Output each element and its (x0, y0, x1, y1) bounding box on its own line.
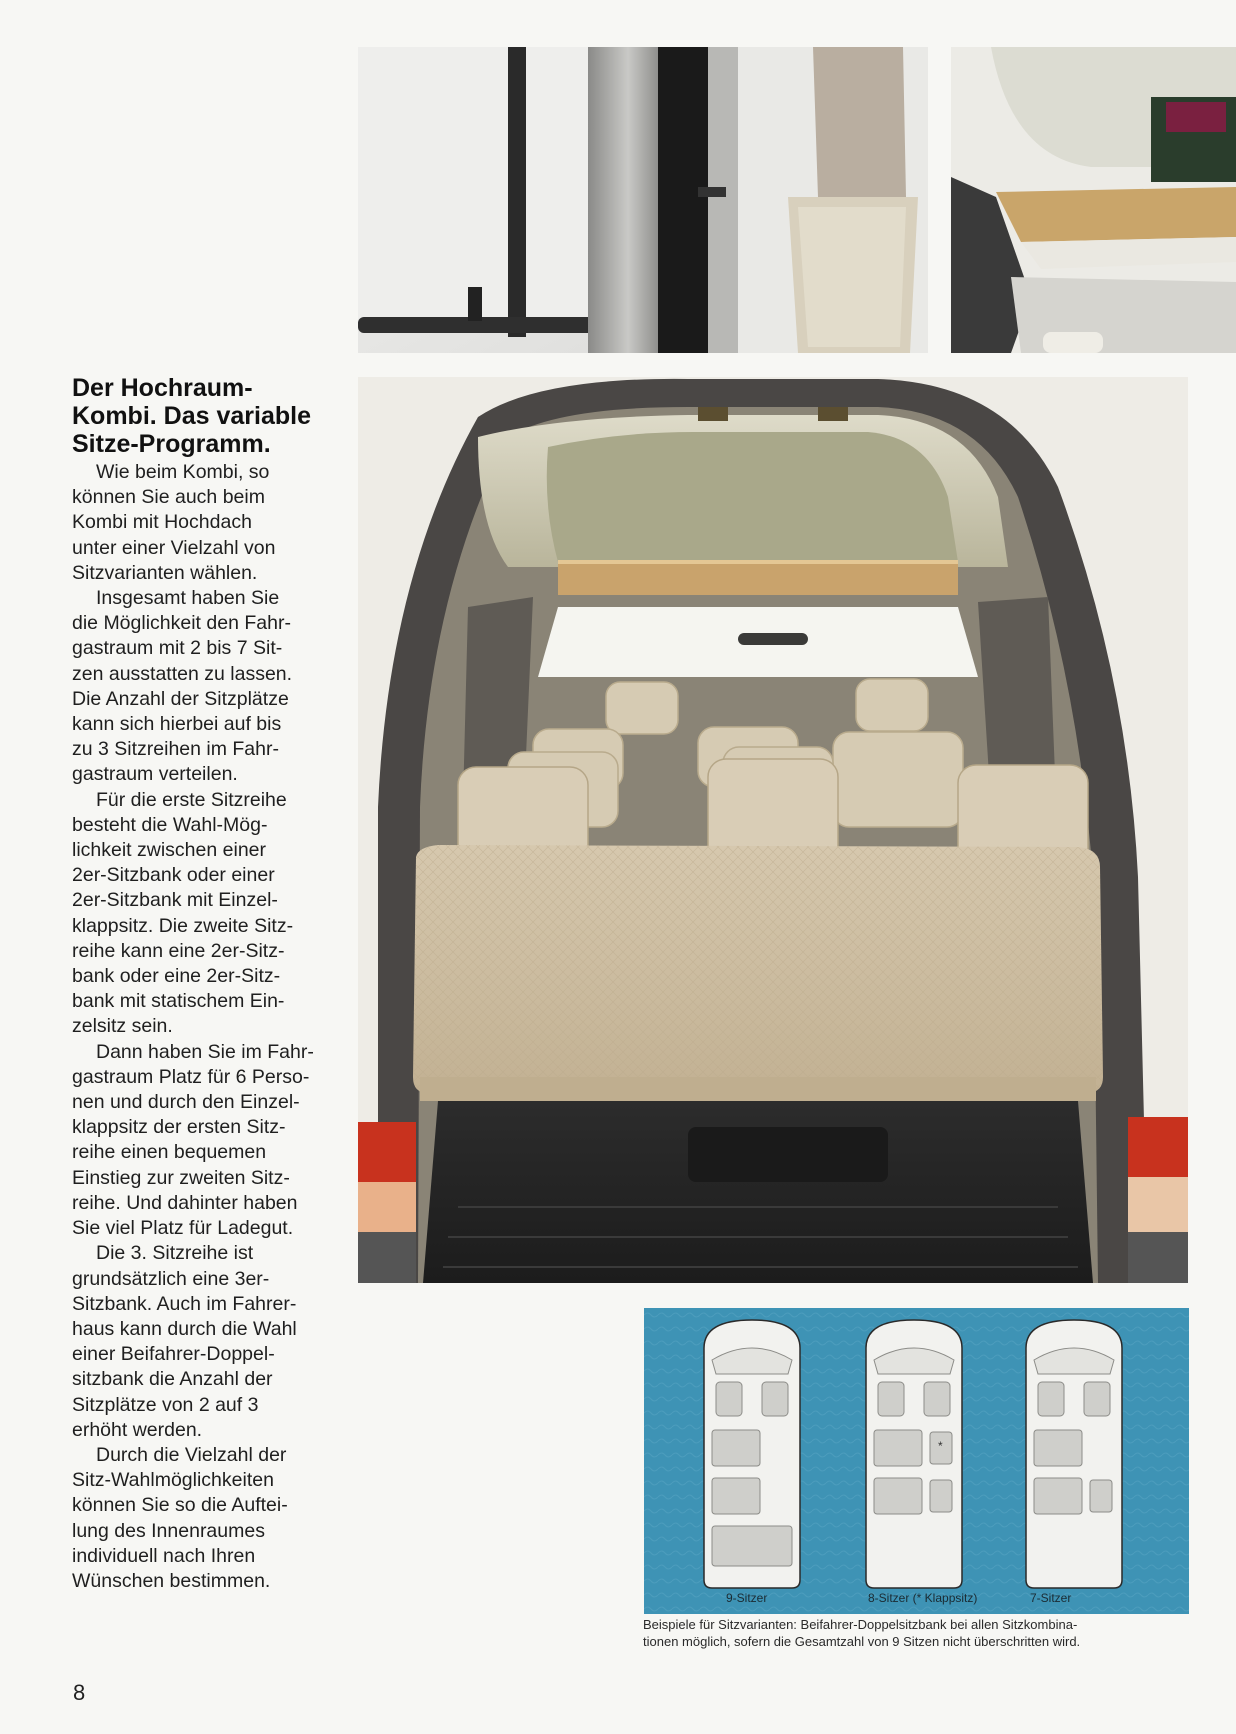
passenger-seat-shape (924, 1382, 950, 1416)
single-seat-shape (930, 1480, 952, 1512)
passenger-seat-shape (762, 1382, 788, 1416)
body-line: grundsätzlich eine 3er- (72, 1267, 270, 1290)
bench-2er-shape (712, 1430, 760, 1466)
headline-line-2: Kombi. Das variable (72, 402, 311, 430)
body-line: Dann haben Sie im Fahr- (96, 1040, 314, 1063)
body-line: nen und durch den Einzel- (72, 1091, 300, 1114)
body-line: Durch die Vielzahl der (96, 1443, 287, 1466)
body-line: gastraum Platz für 6 Perso- (72, 1065, 310, 1088)
body-line: sitzbank die Anzahl der (72, 1368, 273, 1391)
body-line: gastraum mit 2 bis 7 Sit- (72, 637, 283, 660)
body-line: können Sie so die Auftei- (72, 1494, 288, 1517)
body-line: einer Beifahrer-Doppel- (72, 1343, 275, 1366)
body-line: 2er-Sitzbank oder einer (72, 864, 275, 887)
body-line: können Sie auch beim (72, 486, 265, 509)
body-line: bank mit statischem Ein- (72, 990, 285, 1013)
headline-line-3: Sitze-Programm. (72, 430, 271, 458)
body-line: haus kann durch die Wahl (72, 1317, 297, 1340)
body-line: besteht die Wahl-Mög- (72, 813, 268, 836)
bench-2er-shape (1034, 1430, 1082, 1466)
headline (72, 374, 362, 458)
body-line: Die 3. Sitzreihe ist (96, 1242, 254, 1265)
body-line: 2er-Sitzbank mit Einzel- (72, 889, 278, 912)
body-line: zu 3 Sitzreihen im Fahr- (72, 738, 279, 761)
body-text (72, 460, 342, 1594)
body-line: individuell nach Ihren (72, 1544, 256, 1567)
body-line: klappsitz der ersten Sitz- (72, 1116, 286, 1139)
body-line: lung des Innenraumes (72, 1519, 265, 1542)
body-line: lichkeit zwischen einer (72, 839, 267, 862)
body-line: Sitzvarianten wählen. (72, 561, 258, 584)
body-line: Für die erste Sitzreihe (96, 788, 287, 811)
bench-3er-shape (712, 1526, 792, 1566)
folding-seat-marker: * (938, 1439, 943, 1453)
caption-line-2: tionen möglich, sofern die Gesamtzahl von 9 Sitzen nicht überschritten wird. (643, 1634, 1081, 1649)
label-7-sitzer: 7-Sitzer (1030, 1591, 1072, 1605)
seat-layout-drawing (644, 1308, 1189, 1614)
driver-seat-shape (1038, 1382, 1064, 1416)
single-seat-shape (1090, 1480, 1112, 1512)
body-line: gastraum verteilen. (72, 763, 238, 786)
body-line: reihe kann eine 2er-Sitz- (72, 939, 285, 962)
body-line: Wünschen bestimmen. (72, 1569, 271, 1592)
body-line: Sitzplätze von 2 auf 3 (72, 1393, 259, 1416)
body-line: Wie beim Kombi, so (96, 461, 270, 483)
label-9-sitzer: 9-Sitzer (726, 1591, 768, 1605)
body-line: erhöht werden. (72, 1418, 203, 1441)
bench-2er-shape (874, 1478, 922, 1514)
body-line: Kombi mit Hochdach (72, 511, 252, 534)
body-line: kann sich hierbei auf bis (72, 713, 282, 736)
body-line: Einstieg zur zweiten Sitz- (72, 1166, 290, 1189)
body-line: unter einer Vielzahl von (72, 536, 276, 559)
bench-2er-shape (874, 1430, 922, 1466)
body-line: zelsitz sein. (72, 1015, 173, 1038)
body-line: Die Anzahl der Sitzplätze (72, 687, 289, 710)
body-line: die Möglichkeit den Fahr- (72, 612, 291, 635)
label-8-sitzer: 8-Sitzer (* Klappsitz) (868, 1591, 978, 1605)
diagram-caption (643, 1616, 1203, 1650)
passenger-seat-shape (1084, 1382, 1110, 1416)
driver-seat-shape (878, 1382, 904, 1416)
body-line: Insgesamt haben Sie (96, 587, 280, 610)
body-line: reihe. Und dahinter haben (72, 1191, 298, 1214)
page-number: 8 (73, 1680, 86, 1705)
van-outlines (704, 1320, 1122, 1588)
headline-line-1: Der Hochraum- (72, 374, 253, 402)
body-line: bank oder eine 2er-Sitz- (72, 965, 281, 988)
body-line: zen ausstatten zu lassen. (72, 662, 293, 685)
photo-roof-shelf (951, 47, 1236, 353)
bench-2er-shape (712, 1478, 760, 1514)
body-line: reihe einen bequemen (72, 1141, 267, 1164)
bench-2er-shape (1034, 1478, 1082, 1514)
photo-interior-rear-view (358, 377, 1188, 1283)
photo-door-detail (358, 47, 928, 353)
body-line: klappsitz. Die zweite Sitz- (72, 914, 294, 937)
body-line: Sitz-Wahlmöglichkeiten (72, 1469, 274, 1492)
driver-seat-shape (716, 1382, 742, 1416)
body-line: Sie viel Platz für Ladegut. (72, 1217, 294, 1240)
body-line: Sitzbank. Auch im Fahrer- (72, 1292, 297, 1315)
seat-layout-diagram (644, 1308, 1189, 1614)
caption-line-1: Beispiele für Sitzvarianten: Beifahrer-Doppelsitzbank bei allen Sitzkombina- (643, 1617, 1078, 1632)
